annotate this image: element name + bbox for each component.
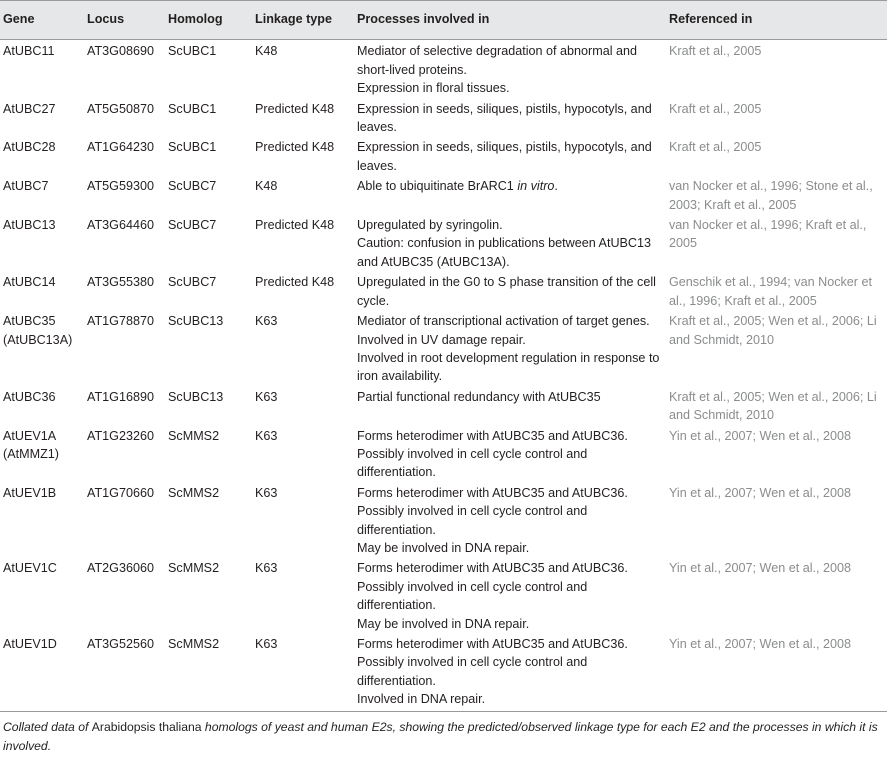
process-line: Upregulated by syringolin. [357, 218, 503, 233]
locus-cell: AT1G70660 [87, 485, 154, 500]
process-line: May be involved in DNA repair. [357, 540, 530, 555]
gene-cell: AtUEV1B [3, 485, 57, 500]
homolog-cell: ScMMS2 [168, 633, 255, 711]
table-row [0, 633, 887, 711]
process-line: Possibly involved in cell cycle control and differentiation. [357, 655, 588, 688]
processes-cell [357, 214, 669, 271]
reference-cell: Yin et al., 2007; Wen et al., 2008 [669, 633, 887, 711]
processes-cell [357, 175, 669, 214]
gene-cell: AtUEV1A (AtMMZ1) [3, 428, 59, 461]
reference-cell: Kraft et al., 2005; Wen et al., 2006; Li and Schmidt, 2010 [669, 314, 877, 347]
homolog-cell: ScUBC1 [168, 140, 217, 155]
process-line: Partial functional redundancy with AtUBC35 [357, 389, 601, 404]
header-locus: Locus [85, 1, 168, 40]
linkage-type-cell: K63 [255, 485, 278, 500]
process-line: Expression in seeds, siliques, pistils, hypocotyls, and leaves. [357, 140, 652, 173]
process-line: Upregulated in the G0 to S phase transition of the cell cycle. [357, 275, 656, 308]
table-row [0, 557, 887, 633]
gene-cell: AtUEV1D [0, 633, 85, 711]
reference-cell: Genschik et al., 1994; van Nocker et al., 1996; Kraft et al., 2005 [669, 275, 873, 308]
header-linkage-type: Linkage type [255, 1, 357, 40]
processes-cell [357, 425, 669, 482]
header-gene: Gene [0, 1, 85, 40]
table-row [0, 271, 887, 310]
process-line: Forms heterodimer with AtUBC35 and AtUBC36. [357, 485, 628, 500]
processes-cell [357, 482, 669, 558]
linkage-type-cell: K63 [255, 389, 278, 404]
locus-cell: AT1G16890 [87, 389, 154, 404]
process-line: May be involved in DNA repair. [357, 616, 530, 631]
gene-cell: AtUBC36 [3, 389, 56, 404]
processes-cell [357, 136, 669, 175]
process-line: Expression in seeds, siliques, pistils, hypocotyls, and leaves. [357, 101, 652, 135]
linkage-type-cell: Predicted K48 [255, 275, 335, 290]
gene-cell: AtUBC35 (AtUBC13A) [3, 314, 73, 347]
linkage-type-cell: K63 [255, 428, 278, 443]
process-line: Possibly involved in cell cycle control and differentiation. [357, 446, 588, 480]
gene-cell: AtUBC28 [3, 140, 56, 155]
process-line: Forms heterodimer with AtUBC35 and AtUBC36. [357, 637, 628, 651]
homolog-cell: ScMMS2 [168, 428, 220, 443]
homolog-cell: ScUBC1 [168, 44, 217, 59]
process-line: Caution: confusion in publications between AtUBC13 and AtUBC35 (AtUBC13A). [357, 236, 652, 269]
reference-cell: Kraft et al., 2005 [669, 140, 762, 155]
process-line: Involved in UV damage repair. [357, 332, 526, 347]
process-line: Possibly involved in cell cycle control and differentiation. [357, 579, 588, 613]
linkage-type-cell: K63 [255, 314, 278, 329]
table-header [0, 1, 887, 40]
locus-cell: AT3G52560 [85, 633, 168, 711]
reference-cell: Yin et al., 2007; Wen et al., 2008 [669, 428, 852, 443]
process-line: Forms heterodimer with AtUBC35 and AtUBC36. [357, 561, 628, 576]
linkage-type-cell: K48 [255, 44, 278, 59]
processes-cell [357, 310, 669, 386]
locus-cell: AT5G59300 [87, 179, 154, 194]
table-caption: Collated data of Arabidopsis thaliana homologs of yeast and human E2s, showing the predicted/observed linkage type for each E2 and the processes in which it is involved. [3, 719, 878, 753]
table-row [0, 425, 887, 482]
processes-cell [357, 386, 669, 425]
processes-cell [357, 633, 669, 711]
header-processes: Processes involved in [357, 1, 669, 40]
table-row [0, 136, 887, 175]
process-line: Able to ubiquitinate BrARC1 in vitro. [357, 179, 558, 194]
process-line: Involved in DNA repair. [357, 692, 486, 707]
table-row [0, 175, 887, 214]
linkage-type-cell: Predicted K48 [255, 218, 335, 233]
locus-cell: AT5G50870 [87, 101, 154, 116]
processes-cell [357, 40, 669, 98]
reference-cell: Yin et al., 2007; Wen et al., 2008 [669, 561, 852, 576]
table-row [0, 40, 887, 98]
reference-cell: Kraft et al., 2005; Wen et al., 2006; Li and Schmidt, 2010 [669, 389, 877, 423]
homolog-cell: ScUBC7 [168, 275, 217, 290]
locus-cell: AT2G36060 [87, 561, 154, 576]
linkage-type-cell: K63 [255, 633, 357, 711]
linkage-type-cell: Predicted K48 [255, 140, 335, 155]
process-line: Mediator of transcriptional activation of target genes. [357, 314, 650, 329]
process-line: Involved in root development regulation in response to iron availability. [357, 350, 660, 384]
species-name: Arabidopsis thaliana [91, 719, 202, 734]
process-line: Forms heterodimer with AtUBC35 and AtUBC36. [357, 428, 628, 443]
header-referenced-in: Referenced in [669, 1, 887, 40]
locus-cell: AT1G23260 [87, 428, 154, 443]
table-row [0, 310, 887, 386]
reference-cell: van Nocker et al., 1996; Stone et al., 2003; Kraft et al., 2005 [669, 179, 873, 212]
process-line: Possibly involved in cell cycle control and differentiation. [357, 504, 588, 537]
gene-cell: AtUBC7 [3, 179, 49, 194]
table-row [0, 214, 887, 271]
header-row [0, 1, 887, 40]
locus-cell: AT3G55380 [87, 275, 154, 290]
homolog-cell: ScUBC13 [168, 389, 224, 404]
table-body [0, 40, 887, 711]
reference-cell: van Nocker et al., 1996; Kraft et al., 2005 [669, 218, 867, 251]
locus-cell: AT1G78870 [87, 314, 154, 329]
processes-cell [357, 271, 669, 310]
gene-cell: AtUBC13 [3, 218, 56, 233]
linkage-type-cell: K63 [255, 561, 278, 576]
homolog-cell: ScMMS2 [168, 561, 220, 576]
locus-cell: AT3G08690 [87, 44, 154, 59]
homolog-cell: ScUBC13 [168, 314, 224, 329]
process-line: Expression in floral tissues. [357, 81, 510, 96]
gene-cell: AtUBC27 [3, 101, 56, 116]
reference-cell: Kraft et al., 2005 [669, 44, 762, 59]
gene-cell: AtUBC11 [3, 44, 55, 59]
table-row [0, 386, 887, 425]
table-row [0, 98, 887, 137]
process-line: Mediator of selective degradation of abnormal and short-lived proteins. [357, 44, 638, 77]
linkage-type-cell: Predicted K48 [255, 101, 335, 116]
processes-cell [357, 98, 669, 137]
locus-cell: AT3G64460 [87, 218, 154, 233]
gene-cell: AtUBC14 [3, 275, 56, 290]
processes-cell [357, 557, 669, 633]
homolog-cell: ScUBC7 [168, 218, 217, 233]
homolog-cell: ScMMS2 [168, 485, 220, 500]
reference-cell: Kraft et al., 2005 [669, 101, 762, 116]
locus-cell: AT1G64230 [87, 140, 154, 155]
header-homolog: Homolog [168, 1, 255, 40]
gene-cell: AtUEV1C [3, 561, 57, 576]
homolog-cell: ScUBC7 [168, 179, 217, 194]
linkage-type-cell: K48 [255, 179, 278, 194]
table-row [0, 482, 887, 558]
reference-cell: Yin et al., 2007; Wen et al., 2008 [669, 485, 852, 500]
homolog-cell: ScUBC1 [168, 101, 217, 116]
